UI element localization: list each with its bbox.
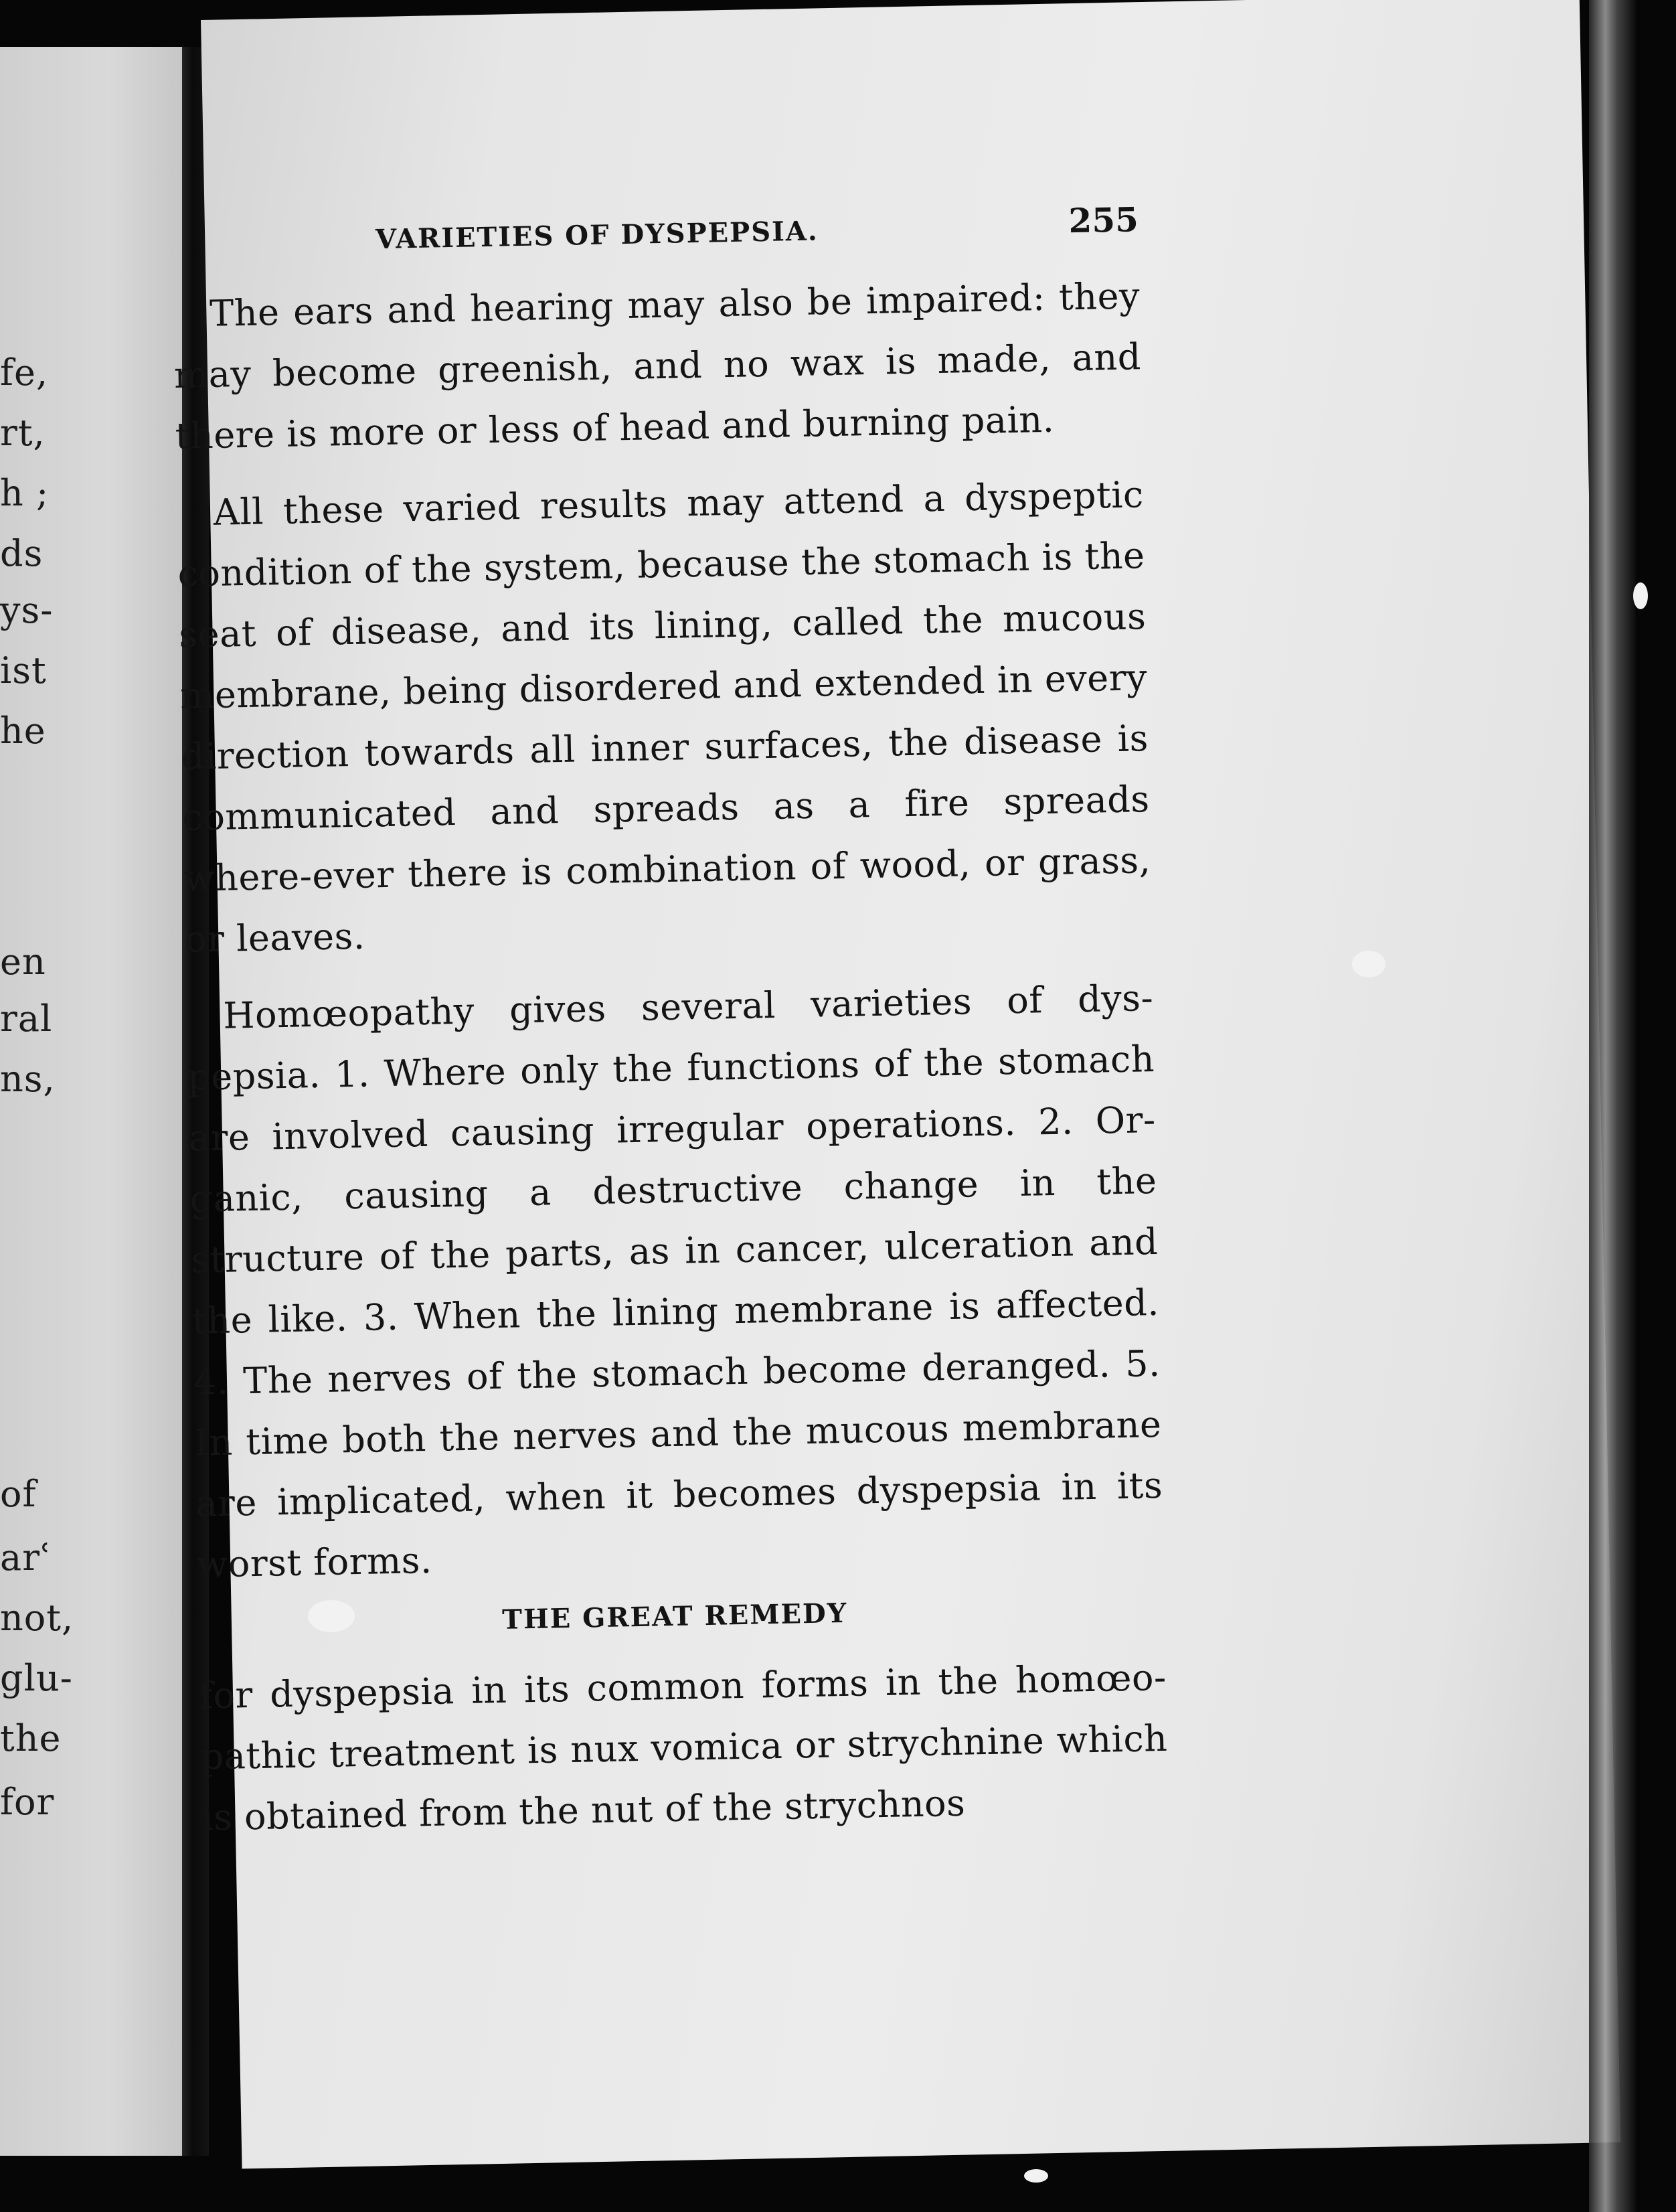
body-paragraph: The ears and hearing may also be impaired: they may become greenish, and no wax is made, and there is more or less of head and burning pain. <box>173 274 1142 457</box>
left-page-fragment: arʿ <box>0 1536 52 1579</box>
page-text-block <box>171 182 1169 1848</box>
left-page-fragment: ns, <box>0 1058 56 1100</box>
left-page-fragment: glu- <box>0 1657 73 1699</box>
body-paragraph: All these varied results may attend a dyspeptic condition of the system, because the stomach is the seat of disease, and its lining, called the mucous membrane, being disordered and extended in every direction towards all inner surfaces, the disease is communicated and spreads as a fire spreads where-ever there is combination of wood, or grass, or leaves. <box>177 473 1151 961</box>
left-page-fragment: ds <box>0 532 44 574</box>
left-page-fragment: fe, <box>0 351 49 394</box>
running-head-title: VARIETIES OF DYSPEPSIA. <box>375 215 819 256</box>
section-heading: THE GREAT REMEDY <box>501 1597 848 1636</box>
page-number: 255 <box>1068 200 1139 241</box>
left-page-fragment: for <box>0 1781 55 1823</box>
scan-speck <box>1352 951 1386 977</box>
left-page-fragment: not, <box>0 1597 74 1639</box>
left-page-fragment: h ; <box>0 472 50 514</box>
left-page-fragment: of <box>0 1473 37 1515</box>
previous-page-edge <box>0 47 182 2156</box>
left-page-fragment: ral <box>0 998 53 1040</box>
left-page-fragment: ist <box>0 649 47 692</box>
body-paragraph-continuation: for dyspepsia in its common forms in the homœo-pathic treatment is nux vomica or strychnine which is obtained from the nut of the strychnos <box>199 1656 1168 1839</box>
body-paragraph: Homœopathy gives several varieties of dys-pepsia. 1. Where only the functions of the stomach are involved causing irregular operations. 2. Or-ganic, causing a destructive change in the structure of the parts, as in cancer, ulceration and the like. 3. When the lining membrane is affected. 4. The nerves of the stomach become deranged. 5. In time both the nerves and the mucous membrane are implicated, when it becomes dyspepsia in its worst forms. <box>187 977 1163 1586</box>
left-page-fragment: ys- <box>0 589 54 631</box>
left-page-fragment: en <box>0 941 46 983</box>
left-page-fragment: he <box>0 710 46 752</box>
page-stack-edge <box>1589 0 1636 2212</box>
left-page-fragment: the <box>0 1717 62 1759</box>
scan-speck <box>1633 582 1648 609</box>
scan-speck <box>1024 2169 1048 2183</box>
left-page-fragment: rt, <box>0 412 46 454</box>
